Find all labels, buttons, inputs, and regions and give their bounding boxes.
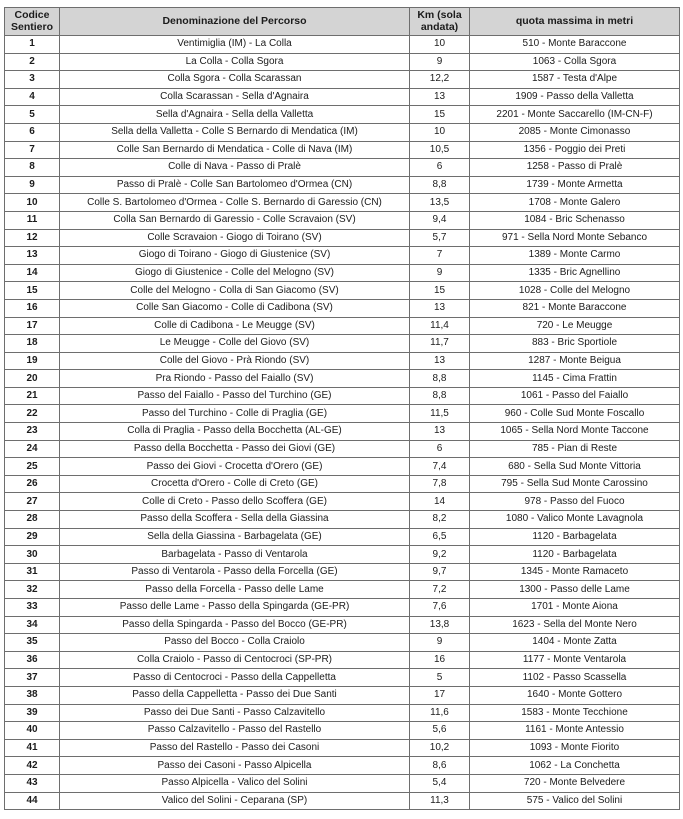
cell-quota: 1120 - Barbagelata (470, 546, 680, 564)
cell-route: Barbagelata - Passo di Ventarola (60, 546, 410, 564)
cell-code: 35 (5, 634, 60, 652)
cell-code: 41 (5, 739, 60, 757)
cell-route: Pra Riondo - Passo del Faiallo (SV) (60, 370, 410, 388)
cell-km: 5 (410, 669, 470, 687)
cell-route: Colle San Giacomo - Colle di Cadibona (SV) (60, 299, 410, 317)
table-row (5, 352, 680, 370)
table-row (5, 264, 680, 282)
cell-km: 6 (410, 440, 470, 458)
cell-route: Colle di Cadibona - Le Meugge (SV) (60, 317, 410, 335)
table-row (5, 475, 680, 493)
table-row (5, 88, 680, 106)
cell-route: Giogo di Toirano - Giogo di Giustenice (SV) (60, 247, 410, 265)
header-km-line: Km (sola (417, 9, 462, 21)
cell-km: 9 (410, 53, 470, 71)
cell-km: 5,7 (410, 229, 470, 247)
table-row (5, 757, 680, 775)
cell-route: Giogo di Giustenice - Colle del Melogno (SV) (60, 264, 410, 282)
table-row (5, 440, 680, 458)
cell-code: 6 (5, 123, 60, 141)
cell-code: 22 (5, 405, 60, 423)
cell-km: 13 (410, 423, 470, 441)
cell-code: 36 (5, 651, 60, 669)
cell-code: 14 (5, 264, 60, 282)
cell-route: Sella d'Agnaira - Sella della Valletta (60, 106, 410, 124)
table-row (5, 71, 680, 89)
cell-route: Passo di Centocroci - Passo della Cappelletta (60, 669, 410, 687)
cell-code: 1 (5, 36, 60, 54)
cell-km: 8,8 (410, 370, 470, 388)
cell-code: 38 (5, 686, 60, 704)
cell-quota: 1287 - Monte Beigua (470, 352, 680, 370)
cell-code: 18 (5, 335, 60, 353)
table-row (5, 563, 680, 581)
table-row (5, 546, 680, 564)
cell-code: 44 (5, 792, 60, 810)
cell-quota: 821 - Monte Baraccone (470, 299, 680, 317)
cell-route: Colla Scarassan - Sella d'Agnaira (60, 88, 410, 106)
cell-km: 7,6 (410, 599, 470, 617)
table-row (5, 53, 680, 71)
cell-km: 10 (410, 123, 470, 141)
table-row (5, 774, 680, 792)
table-row (5, 387, 680, 405)
cell-route: Colle del Melogno - Colla di San Giacomo (SV) (60, 282, 410, 300)
table-row (5, 247, 680, 265)
cell-quota: 1404 - Monte Zatta (470, 634, 680, 652)
cell-km: 9,2 (410, 546, 470, 564)
cell-quota: 1145 - Cima Frattin (470, 370, 680, 388)
cell-route: Passo di Pralè - Colle San Bartolomeo d'Ormea (CN) (60, 176, 410, 194)
table-row (5, 528, 680, 546)
cell-km: 13 (410, 88, 470, 106)
table-row (5, 651, 680, 669)
cell-quota: 1080 - Valico Monte Lavagnola (470, 511, 680, 529)
cell-code: 43 (5, 774, 60, 792)
cell-quota: 1177 - Monte Ventarola (470, 651, 680, 669)
cell-code: 3 (5, 71, 60, 89)
cell-route: Colle Scravaion - Giogo di Toirano (SV) (60, 229, 410, 247)
cell-code: 33 (5, 599, 60, 617)
cell-km: 11,6 (410, 704, 470, 722)
cell-quota: 1065 - Sella Nord Monte Taccone (470, 423, 680, 441)
cell-quota: 1708 - Monte Galero (470, 194, 680, 212)
cell-code: 23 (5, 423, 60, 441)
cell-km: 9 (410, 634, 470, 652)
table-row (5, 634, 680, 652)
cell-km: 7,4 (410, 458, 470, 476)
cell-quota: 978 - Passo del Fuoco (470, 493, 680, 511)
table-row (5, 106, 680, 124)
cell-route: Passo del Turchino - Colle di Praglia (GE) (60, 405, 410, 423)
cell-quota: 1300 - Passo delle Lame (470, 581, 680, 599)
cell-km: 11,3 (410, 792, 470, 810)
cell-route: Passo dei Casoni - Passo Alpicella (60, 757, 410, 775)
table-row (5, 123, 680, 141)
cell-route: Passo della Bocchetta - Passo dei Giovi (GE) (60, 440, 410, 458)
cell-quota: 1093 - Monte Fiorito (470, 739, 680, 757)
cell-route: Colla Craiolo - Passo di Centocroci (SP-PR) (60, 651, 410, 669)
cell-code: 34 (5, 616, 60, 634)
cell-route: Colle del Giovo - Prà Riondo (SV) (60, 352, 410, 370)
cell-km: 10,5 (410, 141, 470, 159)
cell-km: 7,2 (410, 581, 470, 599)
cell-route: Colle di Creto - Passo dello Scoffera (GE) (60, 493, 410, 511)
cell-code: 25 (5, 458, 60, 476)
cell-code: 19 (5, 352, 60, 370)
cell-code: 40 (5, 722, 60, 740)
cell-route: Passo della Forcella - Passo delle Lame (60, 581, 410, 599)
cell-quota: 1701 - Monte Aiona (470, 599, 680, 617)
cell-km: 15 (410, 106, 470, 124)
cell-quota: 785 - Pian di Reste (470, 440, 680, 458)
cell-km: 13 (410, 352, 470, 370)
cell-quota: 1345 - Monte Ramaceto (470, 563, 680, 581)
cell-km: 10 (410, 36, 470, 54)
table-row (5, 229, 680, 247)
header-route: Denominazione del Percorso (60, 8, 410, 36)
cell-route: Passo della Scoffera - Sella della Giassina (60, 511, 410, 529)
cell-km: 13,8 (410, 616, 470, 634)
cell-quota: 1102 - Passo Scassella (470, 669, 680, 687)
cell-code: 24 (5, 440, 60, 458)
cell-code: 8 (5, 159, 60, 177)
cell-km: 13 (410, 299, 470, 317)
cell-quota: 1389 - Monte Carmo (470, 247, 680, 265)
table-row (5, 176, 680, 194)
cell-quota: 1587 - Testa d'Alpe (470, 71, 680, 89)
table-row (5, 686, 680, 704)
cell-code: 30 (5, 546, 60, 564)
table-row (5, 159, 680, 177)
cell-code: 11 (5, 211, 60, 229)
cell-km: 17 (410, 686, 470, 704)
cell-code: 31 (5, 563, 60, 581)
cell-code: 12 (5, 229, 60, 247)
cell-code: 26 (5, 475, 60, 493)
table-header (5, 8, 680, 36)
cell-code: 28 (5, 511, 60, 529)
cell-code: 7 (5, 141, 60, 159)
cell-route: Passo di Ventarola - Passo della Forcella (GE) (60, 563, 410, 581)
cell-quota: 1739 - Monte Armetta (470, 176, 680, 194)
cell-code: 16 (5, 299, 60, 317)
cell-route: Sella della Valletta - Colle S Bernardo di Mendatica (IM) (60, 123, 410, 141)
table-row (5, 335, 680, 353)
cell-code: 13 (5, 247, 60, 265)
cell-code: 4 (5, 88, 60, 106)
cell-quota: 1583 - Monte Tecchione (470, 704, 680, 722)
cell-quota: 2085 - Monte Cimonasso (470, 123, 680, 141)
cell-quota: 1161 - Monte Antessio (470, 722, 680, 740)
cell-km: 6 (410, 159, 470, 177)
cell-km: 11,7 (410, 335, 470, 353)
cell-code: 17 (5, 317, 60, 335)
cell-quota: 971 - Sella Nord Monte Sebanco (470, 229, 680, 247)
cell-code: 5 (5, 106, 60, 124)
table-row (5, 669, 680, 687)
cell-route: Crocetta d'Orero - Colle di Creto (GE) (60, 475, 410, 493)
cell-code: 10 (5, 194, 60, 212)
cell-route: Passo Alpicella - Valico del Solini (60, 774, 410, 792)
cell-km: 14 (410, 493, 470, 511)
header-km (410, 8, 470, 36)
cell-km: 7 (410, 247, 470, 265)
table-row (5, 792, 680, 810)
cell-quota: 2201 - Monte Saccarello (IM-CN-F) (470, 106, 680, 124)
header-code-line: Sentiero (10, 20, 53, 33)
cell-code: 21 (5, 387, 60, 405)
cell-route: Sella della Giassina - Barbagelata (GE) (60, 528, 410, 546)
cell-km: 8,8 (410, 387, 470, 405)
cell-code: 29 (5, 528, 60, 546)
cell-route: Passo Calzavitello - Passo del Rastello (60, 722, 410, 740)
cell-code: 2 (5, 53, 60, 71)
cell-route: Colle San Bernardo di Mendatica - Colle di Nava (IM) (60, 141, 410, 159)
cell-quota: 1640 - Monte Gottero (470, 686, 680, 704)
cell-km: 8,6 (410, 757, 470, 775)
table-row (5, 458, 680, 476)
cell-quota: 883 - Bric Sportiole (470, 335, 680, 353)
cell-km: 8,2 (410, 511, 470, 529)
cell-km: 15 (410, 282, 470, 300)
cell-quota: 680 - Sella Sud Monte Vittoria (470, 458, 680, 476)
cell-route: Passo del Faiallo - Passo del Turchino (GE) (60, 387, 410, 405)
cell-code: 32 (5, 581, 60, 599)
header-code (5, 8, 60, 36)
cell-code: 15 (5, 282, 60, 300)
cell-quota: 1623 - Sella del Monte Nero (470, 616, 680, 634)
cell-quota: 1062 - La Conchetta (470, 757, 680, 775)
header-code-line: Codice (14, 9, 50, 21)
cell-quota: 720 - Le Meugge (470, 317, 680, 335)
table-body (5, 36, 680, 810)
cell-km: 5,6 (410, 722, 470, 740)
cell-route: Passo della Cappelletta - Passo dei Due Santi (60, 686, 410, 704)
trail-table (4, 7, 680, 810)
cell-route: Passo del Bocco - Colla Craiolo (60, 634, 410, 652)
cell-km: 16 (410, 651, 470, 669)
cell-km: 7,8 (410, 475, 470, 493)
table-row (5, 141, 680, 159)
cell-route: Passo dei Giovi - Crocetta d'Orero (GE) (60, 458, 410, 476)
cell-km: 9,4 (410, 211, 470, 229)
table-row (5, 581, 680, 599)
table-row (5, 317, 680, 335)
cell-km: 13,5 (410, 194, 470, 212)
header-row (5, 8, 680, 36)
cell-km: 5,4 (410, 774, 470, 792)
cell-route: Passo della Spingarda - Passo del Bocco (GE-PR) (60, 616, 410, 634)
cell-km: 11,5 (410, 405, 470, 423)
cell-route: Colla Sgora - Colla Scarassan (60, 71, 410, 89)
table-row (5, 194, 680, 212)
cell-quota: 720 - Monte Belvedere (470, 774, 680, 792)
cell-route: Ventimiglia (IM) - La Colla (60, 36, 410, 54)
cell-km: 9 (410, 264, 470, 282)
cell-code: 37 (5, 669, 60, 687)
table-row (5, 616, 680, 634)
cell-quota: 1028 - Colle del Melogno (470, 282, 680, 300)
cell-km: 6,5 (410, 528, 470, 546)
table-row (5, 299, 680, 317)
header-km-line: andata) (420, 20, 459, 33)
cell-quota: 1120 - Barbagelata (470, 528, 680, 546)
cell-quota: 1909 - Passo della Valletta (470, 88, 680, 106)
cell-route: Le Meugge - Colle del Giovo (SV) (60, 335, 410, 353)
cell-quota: 1356 - Poggio dei Preti (470, 141, 680, 159)
cell-route: Colle di Nava - Passo di Pralè (60, 159, 410, 177)
cell-quota: 1258 - Passo di Pralè (470, 159, 680, 177)
cell-code: 42 (5, 757, 60, 775)
table-row (5, 599, 680, 617)
cell-code: 39 (5, 704, 60, 722)
table-row (5, 511, 680, 529)
table-row (5, 722, 680, 740)
cell-route: Colla San Bernardo di Garessio - Colle Scravaion (SV) (60, 211, 410, 229)
cell-km: 8,8 (410, 176, 470, 194)
cell-code: 20 (5, 370, 60, 388)
table-row (5, 423, 680, 441)
cell-route: Colle S. Bartolomeo d'Ormea - Colle S. Bernardo di Garessio (CN) (60, 194, 410, 212)
cell-route: Passo delle Lame - Passo della Spingarda (GE-PR) (60, 599, 410, 617)
table-row (5, 282, 680, 300)
table-row (5, 493, 680, 511)
table-row (5, 739, 680, 757)
table-row (5, 370, 680, 388)
cell-quota: 960 - Colle Sud Monte Foscallo (470, 405, 680, 423)
cell-route: Colla di Praglia - Passo della Bocchetta (AL-GE) (60, 423, 410, 441)
cell-quota: 1063 - Colla Sgora (470, 53, 680, 71)
cell-km: 10,2 (410, 739, 470, 757)
table-row (5, 704, 680, 722)
cell-km: 12,2 (410, 71, 470, 89)
cell-quota: 575 - Valico del Solini (470, 792, 680, 810)
cell-route: Passo del Rastello - Passo dei Casoni (60, 739, 410, 757)
table-row (5, 36, 680, 54)
cell-quota: 1061 - Passo del Faiallo (470, 387, 680, 405)
cell-quota: 1335 - Bric Agnellino (470, 264, 680, 282)
cell-route: La Colla - Colla Sgora (60, 53, 410, 71)
cell-quota: 795 - Sella Sud Monte Carossino (470, 475, 680, 493)
cell-route: Passo dei Due Santi - Passo Calzavitello (60, 704, 410, 722)
cell-km: 11,4 (410, 317, 470, 335)
table-row (5, 405, 680, 423)
cell-km: 9,7 (410, 563, 470, 581)
cell-quota: 1084 - Bric Schenasso (470, 211, 680, 229)
header-quota: quota massima in metri (470, 8, 680, 36)
cell-quota: 510 - Monte Baraccone (470, 36, 680, 54)
cell-code: 27 (5, 493, 60, 511)
cell-route: Valico del Solini - Ceparana (SP) (60, 792, 410, 810)
cell-code: 9 (5, 176, 60, 194)
table-row (5, 211, 680, 229)
